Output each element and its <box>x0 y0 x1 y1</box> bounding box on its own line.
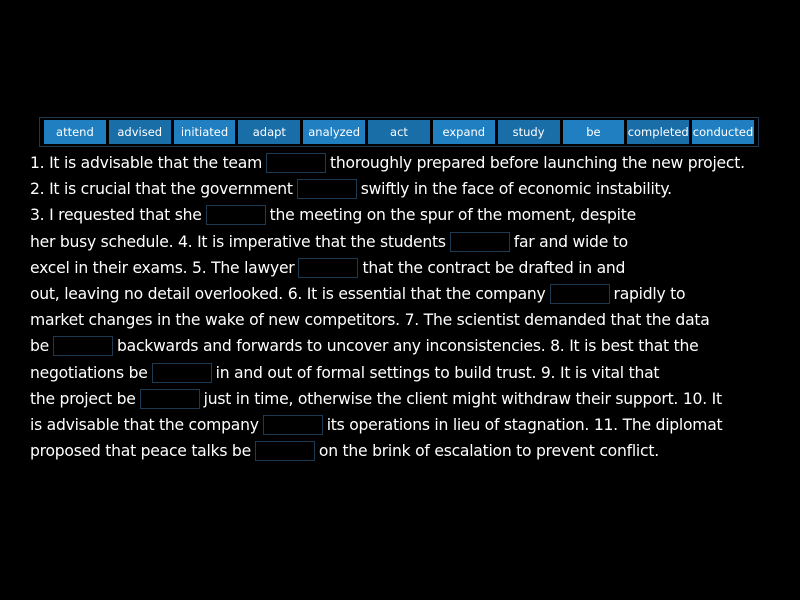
word-tile[interactable]: conducted <box>692 120 754 144</box>
word-tile[interactable]: attend <box>44 120 106 144</box>
blank-slot-9[interactable] <box>140 389 200 409</box>
blank-slot-2[interactable] <box>297 179 357 199</box>
passage-text: 3. I requested that she <box>30 206 202 225</box>
passage-line <box>30 150 790 176</box>
passage-line <box>30 255 790 281</box>
passage-text: negotiations be <box>30 363 148 382</box>
passage-text: its operations in lieu of stagnation. 11. The diplomat <box>326 415 723 434</box>
word-tile[interactable]: study <box>498 120 560 144</box>
blank-slot-4[interactable] <box>450 232 510 252</box>
word-tile[interactable]: analyzed <box>303 120 365 144</box>
passage-line <box>30 176 790 202</box>
passage-text: far and wide to <box>513 232 628 251</box>
blank-slot-1[interactable] <box>266 153 326 173</box>
passage-text: the project be <box>30 389 136 408</box>
word-tile[interactable]: be <box>563 120 625 144</box>
passage-text: that the contract be drafted in and <box>362 258 626 277</box>
word-bank <box>39 117 759 147</box>
blank-slot-6[interactable] <box>550 284 610 304</box>
word-tile[interactable]: advised <box>109 120 171 144</box>
blank-slot-7[interactable] <box>53 336 113 356</box>
passage-line <box>30 281 790 307</box>
passage-text: 2. It is crucial that the government <box>30 180 293 199</box>
passage-text: 1. It is advisable that the team <box>30 154 263 172</box>
passage-text: excel in their exams. 5. The lawyer <box>30 258 295 277</box>
passage-text: market changes in the wake of new competitors. 7. The scientist demanded that the data <box>30 311 710 330</box>
passage-text: just in time, otherwise the client might withdraw their support. 10. It <box>203 389 722 408</box>
word-tile[interactable]: completed <box>627 120 689 144</box>
blank-slot-11[interactable] <box>255 441 315 461</box>
word-tile[interactable]: initiated <box>174 120 236 144</box>
passage-text: is advisable that the company <box>30 415 259 434</box>
word-tile[interactable]: act <box>368 120 430 144</box>
passage-text: proposed that peace talks be <box>30 442 251 461</box>
passage-text: be <box>30 337 49 356</box>
passage-line <box>30 229 790 255</box>
passage <box>30 150 790 464</box>
word-tile[interactable]: adapt <box>238 120 300 144</box>
passage-text: rapidly to <box>613 284 686 303</box>
blank-slot-10[interactable] <box>263 415 323 435</box>
passage-line <box>30 360 790 386</box>
passage-line <box>30 307 790 333</box>
blank-slot-8[interactable] <box>152 363 212 383</box>
blank-slot-3[interactable] <box>206 205 266 225</box>
passage-text: backwards and forwards to uncover any inconsistencies. 8. It is best that the <box>117 337 699 356</box>
blank-slot-5[interactable] <box>298 258 358 278</box>
passage-line <box>30 412 790 438</box>
passage-text: thoroughly prepared before launching the new project. <box>330 154 745 172</box>
passage-text: the meeting on the spur of the moment, despite <box>269 206 636 225</box>
passage-line <box>30 438 790 464</box>
passage-text: swiftly in the face of economic instability. <box>360 180 672 199</box>
passage-line <box>30 386 790 412</box>
passage-text: on the brink of escalation to prevent conflict. <box>318 442 659 461</box>
passage-line <box>30 202 790 228</box>
passage-text: her busy schedule. 4. It is imperative that the students <box>30 232 446 251</box>
passage-text: in and out of formal settings to build trust. 9. It is vital that <box>215 363 660 382</box>
passage-line <box>30 333 790 359</box>
word-tile[interactable]: expand <box>433 120 495 144</box>
passage-text: out, leaving no detail overlooked. 6. It is essential that the company <box>30 284 546 303</box>
